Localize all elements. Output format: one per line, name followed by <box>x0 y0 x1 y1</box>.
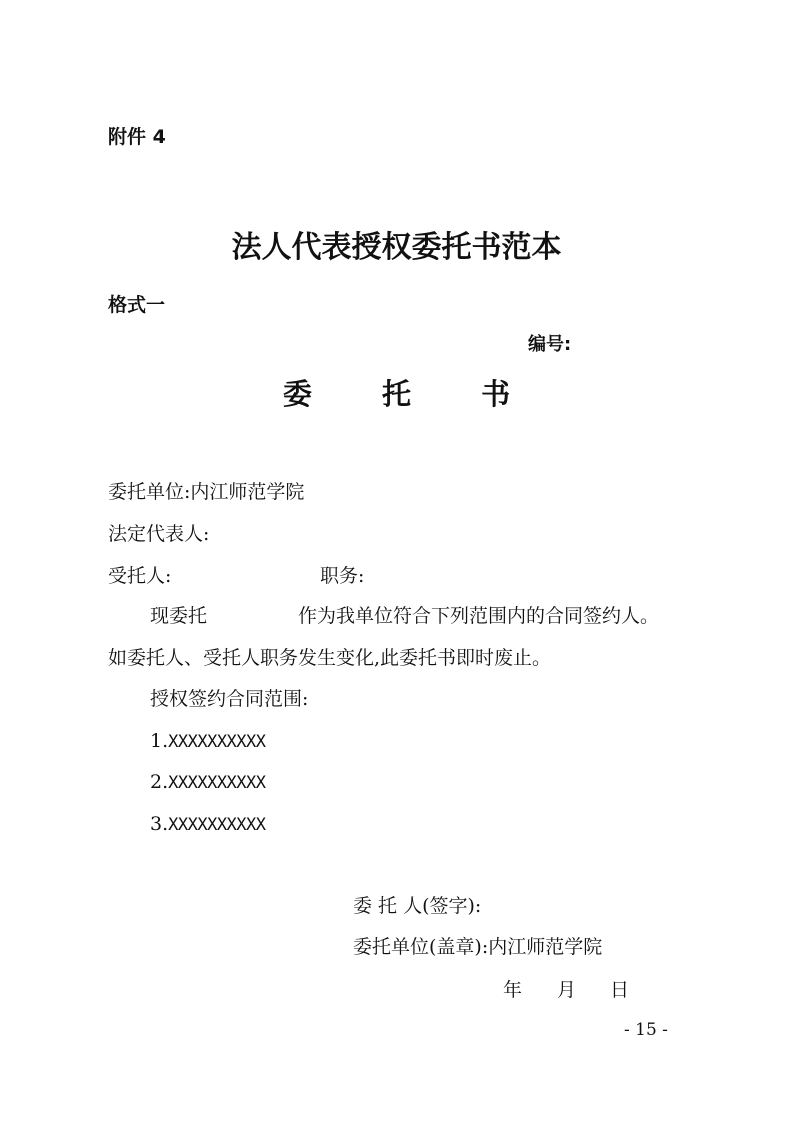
trustee-line: 受托人: <box>108 565 172 587</box>
list-item-text: XXXXXXXXXX <box>168 773 266 793</box>
date-year: 年 <box>503 979 523 1001</box>
page-number: - 15 - <box>624 1020 668 1040</box>
list-item <box>150 732 266 751</box>
unit-seal-line: 委托单位(盖章):内江师范学院 <box>353 936 603 958</box>
paragraph-1-end: 作为我单位符合下列范围内的合同签约人。 <box>298 605 660 627</box>
list-item-number: 1. <box>150 730 169 752</box>
format-label: 格式一 <box>108 294 166 316</box>
page-title: 法人代表授权委托书范本 <box>231 230 562 265</box>
list-item-number: 3. <box>150 813 169 835</box>
paragraph-1-start: 现委托 <box>150 605 208 627</box>
date-day: 日 <box>610 979 630 1001</box>
principal-signature-line: 委 托 人(签字): <box>353 895 482 917</box>
list-item-number: 2. <box>150 771 169 793</box>
list-item-text: XXXXXXXXXX <box>168 815 266 835</box>
list-item-text: XXXXXXXXXX <box>168 732 266 752</box>
serial-number-label: 编号: <box>528 334 572 355</box>
scope-label: 授权签约合同范围: <box>150 688 309 710</box>
list-item <box>150 815 266 834</box>
date-month: 月 <box>557 979 577 1001</box>
paragraph-2: 如委托人、受托人职务发生变化,此委托书即时废止。 <box>108 647 552 669</box>
entrusting-unit-line: 委托单位:内江师范学院 <box>108 481 305 503</box>
attachment-label: 附件 4 <box>108 126 166 148</box>
position-line: 职务: <box>320 565 365 587</box>
legal-representative-line: 法定代表人: <box>108 523 210 545</box>
list-item <box>150 773 266 792</box>
document-title: 委 托 书 <box>282 377 541 411</box>
